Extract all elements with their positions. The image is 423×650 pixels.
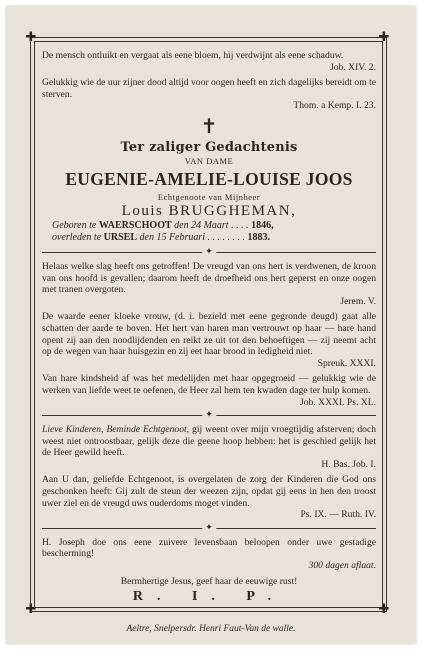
verse-text: De mensch ontluikt en vergaat als eene bloem, hij verdwijnt als eene schaduw. (42, 50, 344, 61)
birth-date: den 24 Maart . . . . (174, 219, 249, 231)
title-of-lady: VAN DAME (184, 155, 234, 166)
closing-prayer: Bermhertige Jesus, geef haar de eeuwige rust! (120, 575, 298, 587)
paragraph: Aan U dan, geliefde Echtgenoot, is overgelaten de zorg der Kinderen die God ons geschonken heeft: Gij zult de steun der weezen zijn, opdat gij eens in hen den troost uwer ziel en de vreugd uws ouderdoms moget vinden. Ps. IX. — Ruth. IV. (42, 474, 376, 521)
corner-ornament-icon: ✚ (378, 30, 390, 45)
divider (42, 412, 376, 420)
paragraph: Van hare kindsheid af was het medelijden met haar opgegroeid — gelukkig wie de werken van liefde weet te oefenen, de Heer zal hem ten kwaden dage ter hulp komen. Job. XXXI. Ps. XL. (42, 373, 376, 408)
second-verse (42, 77, 376, 112)
birth-line: Geboren te WAERSCHOOT den 24 Maart . . . . 1846, (52, 219, 274, 231)
paragraph: Lieve Kinderen, Beminde Echtgenoot, gij weent over mijn vroegtijdig afsterven; doch weest niet ontroostbaar, gelijk deze die geene hoop hebben: het is geschied gelijk het de Heer gewild heeft. H. Bas. Job. I. (42, 424, 377, 470)
death-date: den 15 Februari . . . . . . . . (139, 232, 246, 244)
divider (42, 525, 376, 533)
paragraph-reference: Ps. IX. — Ruth. IV. (300, 509, 376, 521)
corner-ornament-icon: ✚ (378, 602, 390, 617)
paragraph-reference: Jerem. V. (340, 295, 376, 307)
spouse-name: Louis BRUGGHEMAN, (121, 202, 297, 219)
memorial-heading: Ter zaliger Gedachtenis (120, 139, 298, 155)
memorial-card (6, 6, 416, 644)
death-year: 1883. (247, 232, 271, 244)
paragraph-reference: Spreuk. XXXI. (317, 357, 376, 369)
paragraph-reference: H. Bas. Job. I. (321, 458, 376, 470)
birth-year: 1846, (251, 219, 274, 231)
death-place: URSEL (103, 232, 137, 244)
paragraph-reference: Job. XXXI. Ps. XL. (300, 396, 376, 408)
spouse-label: Echtgenoote van Mijnheer (157, 191, 261, 202)
printer-imprint: Aeltre, Snelpersdr. Henri Faut-Van de walle. (126, 624, 296, 634)
opening-verse (42, 50, 376, 73)
rip-line: R. I. P. (132, 589, 286, 605)
cross-icon: ✝ (200, 115, 218, 138)
corner-ornament-icon: ✚ (25, 30, 37, 45)
paragraph: Helaas welke slag heeft ons getroffen! De vreugd van ons hert is verdwenen, de kroon van ons hoofd is gevallen; daarom heeft de droefheid ons hert geperst en onze oogen met tranen overgoten. Jerem. V. (42, 260, 376, 307)
card-content (42, 50, 376, 603)
prayer: H. Joseph doe ons eene zuivere levensbaan beloopen onder uwe gestadige bescherming! 300 dagen aflaat. (42, 536, 376, 572)
birth-place: WAERSCHOOT (98, 219, 172, 231)
corner-ornament-icon: ✚ (25, 602, 37, 617)
deceased-name: EUGENIE-AMELIE-LOUISE JOOS (65, 168, 353, 189)
paragraph: De waarde eener kloeke vrouw, (d. i. bezield met eene gegronde deugd) gaat alle schatten der aarde te boven. Het hert van haren man vertrouwt op haar — hare hand opent zij aan den noodlijdenden en reikt ze uit tot den behoeftigen — zij neemt acht op de wegen van haar huisgezin en zij eet haar brood in ledigheid niet. Spreuk. XXXI. (42, 311, 376, 369)
address-lead: Lieve Kinderen, Beminde Echtgenoot, (42, 424, 190, 436)
divider (42, 249, 376, 257)
indulgence-note: 300 dagen aflaat. (308, 560, 376, 572)
death-line: overleden te URSEL den 15 Februari . . . . . . . . 1883. (52, 232, 271, 244)
verse-text: Gelukkig wie de uur zijner dood altijd voor oogen heeft en zich dagelijks bereidt om te sterven. (42, 77, 376, 100)
verse-reference: Thom. a Kemp. I. 23. (293, 100, 376, 112)
verse-reference: Job. XIV. 2. (330, 61, 376, 73)
